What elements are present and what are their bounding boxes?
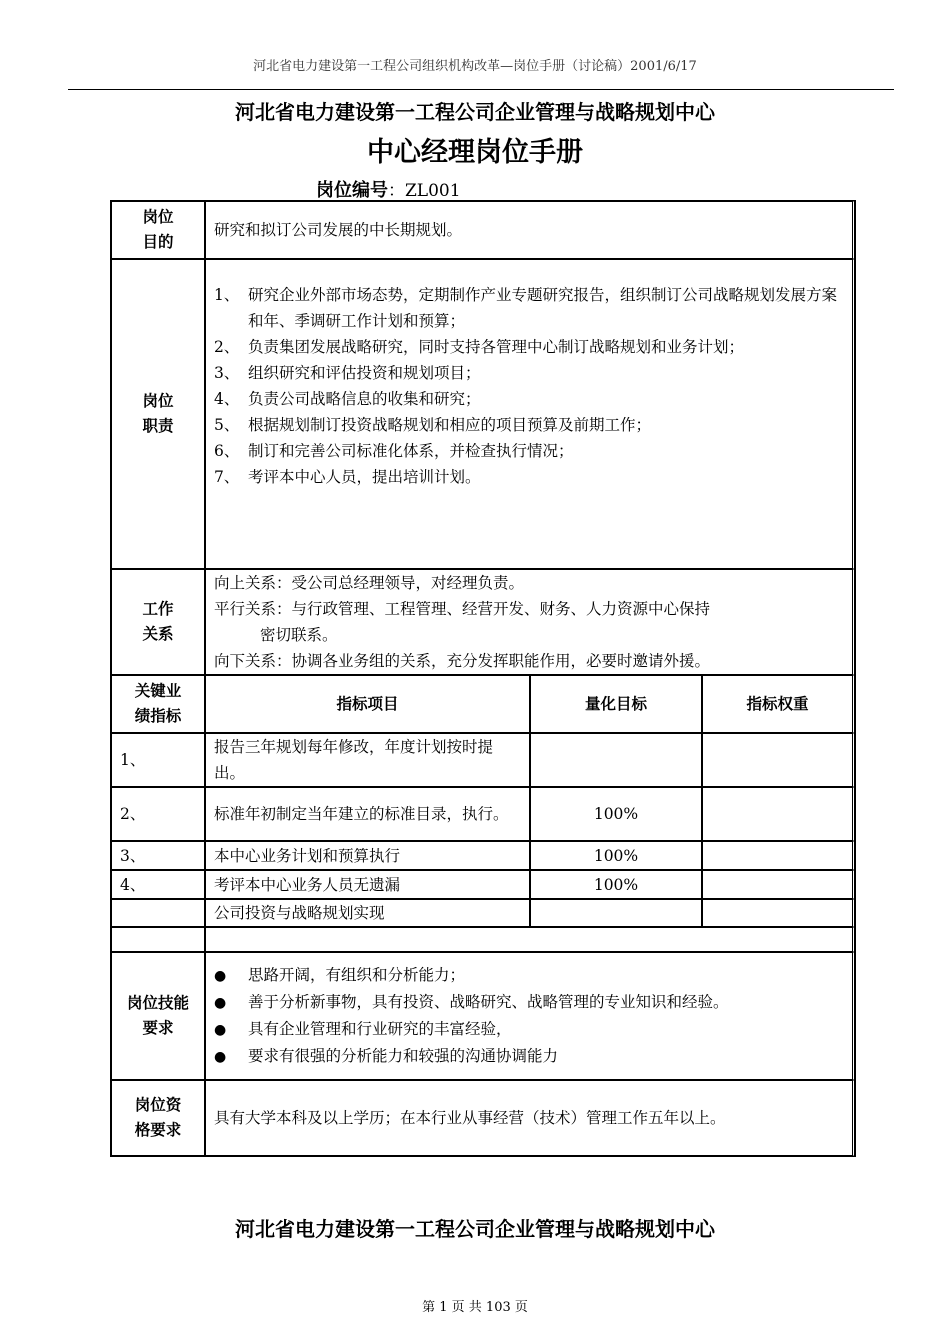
kpi-target bbox=[530, 899, 702, 927]
skill-text: 思路开阔，有组织和分析能力； bbox=[248, 966, 466, 984]
duties-row bbox=[111, 259, 855, 569]
post-code-sep: ： bbox=[388, 181, 405, 201]
duty-num: 5、 bbox=[214, 416, 240, 434]
kpi-weight bbox=[702, 841, 855, 870]
duties-label-line1: 岗位 bbox=[142, 392, 174, 410]
doc-title: 中心经理岗位手册 bbox=[367, 137, 583, 168]
kpi-label bbox=[111, 675, 205, 733]
duty-num: 3、 bbox=[214, 364, 240, 382]
duties-list bbox=[205, 259, 855, 569]
purpose-label bbox=[111, 201, 205, 259]
page-number: 第 1 页 共 103 页 bbox=[422, 1300, 528, 1315]
kpi-row bbox=[111, 870, 855, 899]
kpi-target: 100% bbox=[530, 841, 702, 870]
footer-org-title: 河北省电力建设第一工程公司企业管理与战略规划中心 bbox=[235, 1217, 715, 1241]
kpi-weight bbox=[702, 787, 855, 841]
kpi-num: 3、 bbox=[111, 841, 205, 870]
qualification-text: 具有大学本科及以上学历；在本行业从事经营（技术）管理工作五年以上。 bbox=[205, 1080, 855, 1156]
kpi-label-line2: 绩指标 bbox=[134, 707, 182, 725]
running-header: 河北省电力建设第一工程公司组织机构改革—岗位手册（讨论稿）2001/6/17 bbox=[253, 59, 697, 74]
skill-item bbox=[214, 1043, 844, 1070]
skills-label-line2: 要求 bbox=[142, 1019, 174, 1037]
kpi-target: 100% bbox=[530, 787, 702, 841]
kpi-target: 100% bbox=[530, 870, 702, 899]
bullet-icon: ● bbox=[214, 968, 227, 984]
duty-text: 组织研究和评估投资和规划项目； bbox=[248, 364, 481, 382]
job-manual-table bbox=[110, 200, 856, 1157]
kpi-item: 本中心业务计划和预算执行 bbox=[205, 841, 530, 870]
kpi-row bbox=[111, 841, 855, 870]
duties-label-line2: 职责 bbox=[142, 417, 174, 435]
post-code bbox=[316, 176, 461, 202]
kpi-num: 4、 bbox=[111, 870, 205, 899]
skills-list bbox=[205, 952, 855, 1080]
relations-text bbox=[205, 569, 855, 675]
header-rule bbox=[68, 89, 894, 90]
qualification-label bbox=[111, 1080, 205, 1156]
kpi-row bbox=[111, 899, 855, 927]
skills-label-line1: 岗位技能 bbox=[126, 994, 189, 1012]
purpose-text: 研究和拟订公司发展的中长期规划。 bbox=[205, 201, 855, 259]
kpi-target bbox=[530, 733, 702, 787]
kpi-num bbox=[111, 899, 205, 927]
relation-parallel-cont: 密切联系。 bbox=[260, 626, 338, 644]
duty-item bbox=[214, 412, 844, 438]
duty-item bbox=[214, 282, 844, 334]
post-code-value: ZL001 bbox=[405, 181, 461, 201]
duty-item bbox=[214, 438, 844, 464]
qualification-label-line2: 格要求 bbox=[134, 1121, 182, 1139]
skill-item bbox=[214, 962, 844, 989]
relation-up: 向上关系：受公司总经理领导，对经理负责。 bbox=[214, 574, 525, 592]
duty-num: 7、 bbox=[214, 468, 240, 486]
duty-num: 4、 bbox=[214, 390, 240, 408]
skills-row bbox=[111, 952, 855, 1080]
purpose-row bbox=[111, 201, 855, 259]
kpi-item: 考评本中心业务人员无遗漏 bbox=[205, 870, 530, 899]
kpi-weight bbox=[702, 733, 855, 787]
relations-label-line1: 工作 bbox=[142, 600, 174, 618]
kpi-num: 2、 bbox=[111, 787, 205, 841]
duty-text: 考评本中心人员，提出培训计划。 bbox=[248, 468, 481, 486]
skill-text: 善于分析新事物，具有投资、战略研究、战略管理的专业知识和经验。 bbox=[248, 993, 729, 1011]
relations-label bbox=[111, 569, 205, 675]
bullet-icon: ● bbox=[214, 995, 227, 1011]
bullet-icon: ● bbox=[214, 1022, 227, 1038]
relation-parallel: 平行关系：与行政管理、工程管理、经营开发、财务、人力资源中心保持 bbox=[214, 600, 711, 618]
kpi-num: 1、 bbox=[111, 733, 205, 787]
duty-text: 负责公司战略信息的收集和研究； bbox=[248, 390, 481, 408]
empty-cell bbox=[205, 927, 855, 952]
skill-text: 具有企业管理和行业研究的丰富经验， bbox=[248, 1020, 512, 1038]
relations-label-line2: 关系 bbox=[142, 625, 174, 643]
post-code-label: 岗位编号 bbox=[316, 180, 388, 201]
skill-item bbox=[214, 1016, 844, 1043]
duty-text: 根据规划制订投资战略规划和相应的项目预算及前期工作； bbox=[248, 416, 652, 434]
duty-item bbox=[214, 334, 844, 360]
qualification-row bbox=[111, 1080, 855, 1156]
duties-label bbox=[111, 259, 205, 569]
purpose-label-line1: 岗位 bbox=[142, 208, 174, 226]
duty-num: 6、 bbox=[214, 442, 240, 460]
kpi-weight bbox=[702, 899, 855, 927]
kpi-item: 标准年初制定当年建立的标准目录，执行。 bbox=[205, 787, 530, 841]
kpi-label-line1: 关键业 bbox=[134, 682, 182, 700]
kpi-row bbox=[111, 787, 855, 841]
kpi-header-item: 指标项目 bbox=[205, 675, 530, 733]
duty-text: 负责集团发展战略研究，同时支持各管理中心制订战略规划和业务计划； bbox=[248, 338, 745, 356]
org-title: 河北省电力建设第一工程公司企业管理与战略规划中心 bbox=[235, 100, 715, 124]
kpi-item: 公司投资与战略规划实现 bbox=[205, 899, 530, 927]
kpi-weight bbox=[702, 870, 855, 899]
kpi-header-row bbox=[111, 675, 855, 733]
duty-text: 研究企业外部市场态势，定期制作产业专题研究报告，组织制订公司战略规划发展方案和年、季调研工作计划和预算； bbox=[248, 286, 838, 330]
kpi-item: 报告三年规划每年修改，年度计划按时提出。 bbox=[205, 733, 530, 787]
empty-cell bbox=[111, 927, 205, 952]
qualification-label-line1: 岗位资 bbox=[134, 1096, 182, 1114]
duty-item bbox=[214, 464, 844, 490]
duty-item bbox=[214, 386, 844, 412]
skill-text: 要求有很强的分析能力和较强的沟通协调能力 bbox=[248, 1047, 559, 1065]
kpi-header-target: 量化目标 bbox=[530, 675, 702, 733]
purpose-label-line2: 目的 bbox=[142, 233, 174, 251]
relation-down: 向下关系：协调各业务组的关系，充分发挥职能作用，必要时邀请外援。 bbox=[214, 652, 711, 670]
relations-row bbox=[111, 569, 855, 675]
skills-label bbox=[111, 952, 205, 1080]
kpi-row bbox=[111, 733, 855, 787]
empty-row bbox=[111, 927, 855, 952]
duty-text: 制订和完善公司标准化体系，并检查执行情况； bbox=[248, 442, 574, 460]
duty-num: 2、 bbox=[214, 338, 240, 356]
skill-item bbox=[214, 989, 844, 1016]
kpi-header-weight: 指标权重 bbox=[702, 675, 855, 733]
bullet-icon: ● bbox=[214, 1049, 227, 1065]
duty-num: 1、 bbox=[214, 286, 240, 304]
duty-item bbox=[214, 360, 844, 386]
